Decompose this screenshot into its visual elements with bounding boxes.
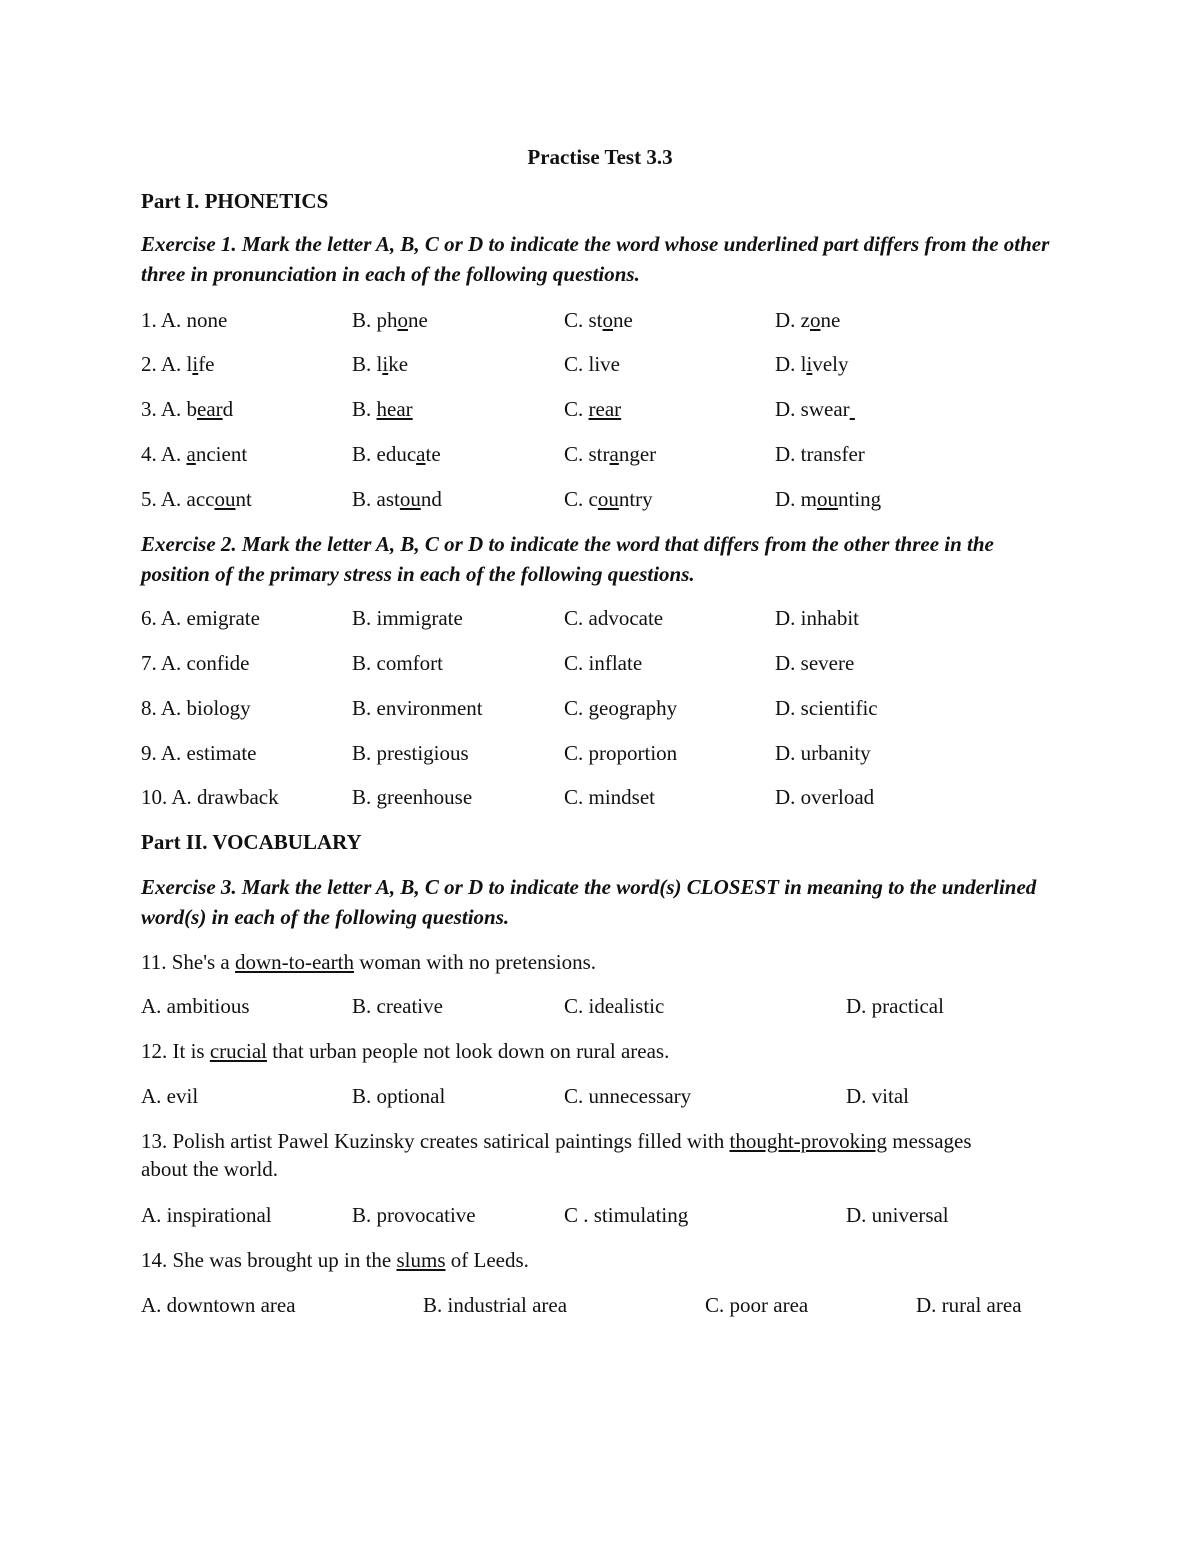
option-a[interactable]: A. downtown area <box>141 1293 296 1317</box>
underlined-part: o <box>602 308 614 332</box>
stem-text: 13. Polish artist Pawel Kuzinsky creates satirical paintings filled with <box>141 1129 730 1153</box>
option-text: C. str <box>564 442 610 466</box>
option-text: C. c <box>564 487 598 511</box>
option-c[interactable]: C. mindset <box>564 785 656 809</box>
option-text: B. ph <box>352 308 398 332</box>
option-a[interactable]: A. inspirational <box>141 1203 272 1227</box>
underlined-part: a <box>186 442 196 466</box>
option-text: ne <box>820 308 841 332</box>
option-text: nt <box>235 487 252 511</box>
question-12-options <box>0 1082 1200 1112</box>
option-d[interactable]: D. scientific <box>775 696 878 720</box>
option-b[interactable]: B. creative <box>352 994 443 1018</box>
option-b[interactable] <box>352 440 441 468</box>
underlined-part: rear <box>588 397 622 421</box>
option-c[interactable]: C. inflate <box>564 651 643 675</box>
option-c[interactable]: C. proportion <box>564 741 678 765</box>
option-d[interactable]: D. severe <box>775 651 855 675</box>
option-d[interactable]: D. practical <box>846 994 944 1018</box>
underlined-part: a <box>416 442 426 466</box>
option-text: 1. A. <box>141 308 187 332</box>
option-d[interactable] <box>775 440 865 468</box>
option-d[interactable]: D. inhabit <box>775 606 859 630</box>
question-11-options <box>0 992 1200 1022</box>
option-a[interactable]: A. ambitious <box>141 994 250 1018</box>
option-text: B. ast <box>352 487 400 511</box>
option-text: D. swear <box>775 397 850 421</box>
question-2 <box>0 350 1200 380</box>
option-text: C. <box>564 397 589 421</box>
question-14-stem <box>141 1246 1021 1274</box>
option-text: D. z <box>775 308 810 332</box>
stem-text: of Leeds. <box>445 1248 529 1272</box>
option-text: ntry <box>618 487 653 511</box>
option-c[interactable] <box>564 440 656 468</box>
stem-text: 14. She was brought up in the <box>141 1248 397 1272</box>
question-5 <box>0 485 1200 515</box>
stem-text: that urban people not look down on rural areas. <box>266 1039 670 1063</box>
option-c[interactable]: C. idealistic <box>564 994 665 1018</box>
underlined-part: a <box>609 442 619 466</box>
option-text: d <box>222 397 234 421</box>
underlined-word: slums <box>396 1248 446 1272</box>
question-6 <box>0 604 1200 634</box>
underlined-part: o <box>810 308 821 332</box>
option-a[interactable] <box>141 350 215 378</box>
underlined-part: ou <box>399 487 421 511</box>
underlined-word: down-to-earth <box>235 950 354 974</box>
exercise-1-instruction: Exercise 1. Mark the letter A, B, C or D to indicate the word whose underlined part differs from the other three in pronunciation in each of the following questions. <box>141 232 1050 286</box>
option-d[interactable]: D. universal <box>846 1203 949 1227</box>
option-d[interactable]: D. vital <box>846 1084 909 1108</box>
option-b[interactable]: B. prestigious <box>352 741 469 765</box>
option-text: B. <box>352 397 377 421</box>
option-a[interactable] <box>141 485 252 513</box>
underlined-part: hear <box>376 397 413 421</box>
option-b[interactable]: B. optional <box>352 1084 446 1108</box>
question-10 <box>0 783 1200 813</box>
question-7 <box>0 649 1200 679</box>
option-d[interactable] <box>775 350 849 378</box>
underlined-part: ou <box>214 487 236 511</box>
underlined-part: i <box>192 352 199 376</box>
exercise-2-instruction: Exercise 2. Mark the letter A, B, C or D to indicate the word that differs from the other three in the position of the primary stress in each of the following questions. <box>141 532 994 586</box>
option-b[interactable]: B. immigrate <box>352 606 463 630</box>
underlined-word: crucial <box>209 1039 267 1063</box>
question-11-stem <box>141 948 1021 976</box>
option-a[interactable] <box>141 306 227 334</box>
option-d[interactable]: D. overload <box>775 785 875 809</box>
option-text: 3. A. b <box>141 397 198 421</box>
underlined-part: o <box>397 308 409 332</box>
option-b[interactable]: B. comfort <box>352 651 443 675</box>
underlined-part <box>850 397 855 421</box>
option-text: 4. A. <box>141 442 187 466</box>
option-c[interactable] <box>564 395 621 423</box>
option-b[interactable] <box>352 395 413 423</box>
option-text: ke <box>388 352 409 376</box>
option-b[interactable]: B. environment <box>352 696 483 720</box>
question-14-options <box>0 1291 1200 1321</box>
option-a[interactable] <box>141 395 233 423</box>
option-c[interactable] <box>564 485 653 513</box>
option-text: C. live <box>564 352 620 376</box>
option-text: D. m <box>775 487 817 511</box>
stem-text: 12. It is <box>141 1039 210 1063</box>
part-1-heading: Part I. PHONETICS <box>141 189 329 213</box>
option-a[interactable]: 9. A. estimate <box>141 741 257 765</box>
stem-text: woman with no pretensions. <box>353 950 597 974</box>
option-c[interactable]: C. poor area <box>705 1293 809 1317</box>
option-text: 5. A. acc <box>141 487 215 511</box>
option-d[interactable] <box>775 395 855 423</box>
stem-text: 11. She's a <box>141 950 235 974</box>
question-13-options <box>0 1201 1200 1231</box>
option-b[interactable]: B. greenhouse <box>352 785 473 809</box>
option-text: te <box>425 442 441 466</box>
exercise-3-instruction: Exercise 3. Mark the letter A, B, C or D to indicate the word(s) CLOSEST in meaning to the underlined word(s) in each of the following questions. <box>141 875 1037 929</box>
question-13-stem <box>141 1127 991 1183</box>
option-text: ne <box>613 308 633 332</box>
option-b[interactable] <box>352 485 442 513</box>
option-text: none <box>186 308 228 332</box>
option-b[interactable]: B. industrial area <box>423 1293 568 1317</box>
option-text: nting <box>838 487 882 511</box>
option-text: nger <box>618 442 657 466</box>
option-text: D. l <box>775 352 807 376</box>
underlined-part: i <box>806 352 813 376</box>
option-text: B. educ <box>352 442 417 466</box>
option-text: D. transfer <box>775 442 865 466</box>
question-8 <box>0 694 1200 724</box>
option-a[interactable]: 8. A. biology <box>141 696 251 720</box>
option-c[interactable]: C. geography <box>564 696 678 720</box>
option-text: ncient <box>195 442 248 466</box>
option-text: vely <box>812 352 849 376</box>
stem-text: messages about the world. <box>141 1129 972 1181</box>
option-text: fe <box>198 352 215 376</box>
option-d[interactable]: D. urbanity <box>775 741 871 765</box>
question-9 <box>0 739 1200 769</box>
option-c[interactable]: C. unnecessary <box>564 1084 692 1108</box>
option-text: ne <box>408 308 428 332</box>
option-c[interactable]: C . stimulating <box>564 1203 689 1227</box>
page-title: Practise Test 3.3 <box>527 145 673 169</box>
option-b[interactable] <box>352 306 428 334</box>
option-text: B. l <box>352 352 383 376</box>
option-c[interactable] <box>564 350 620 378</box>
option-a[interactable] <box>141 440 247 468</box>
option-text: C. st <box>564 308 603 332</box>
question-12-stem <box>141 1037 1021 1065</box>
option-a[interactable]: 6. A. emigrate <box>141 606 260 630</box>
option-text: nd <box>420 487 442 511</box>
option-c[interactable]: C. advocate <box>564 606 664 630</box>
part-2-heading: Part II. VOCABULARY <box>141 830 362 854</box>
question-1 <box>0 306 1200 336</box>
option-d[interactable] <box>775 306 840 334</box>
option-text: 2. A. l <box>141 352 193 376</box>
underlined-word: thought-provoking <box>729 1129 887 1153</box>
option-c[interactable] <box>564 306 633 334</box>
option-b[interactable]: B. provocative <box>352 1203 476 1227</box>
option-a[interactable]: 7. A. confide <box>141 651 250 675</box>
question-4 <box>0 440 1200 470</box>
underlined-part: i <box>382 352 389 376</box>
question-3 <box>0 395 1200 425</box>
underlined-part: ou <box>597 487 619 511</box>
option-d[interactable]: D. rural area <box>916 1293 1022 1317</box>
option-a[interactable]: A. evil <box>141 1084 199 1108</box>
option-a[interactable]: 10. A. drawback <box>141 785 279 809</box>
option-d[interactable] <box>775 485 881 513</box>
option-b[interactable] <box>352 350 408 378</box>
underlined-part: ear <box>197 397 223 421</box>
underlined-part: ou <box>817 487 838 511</box>
